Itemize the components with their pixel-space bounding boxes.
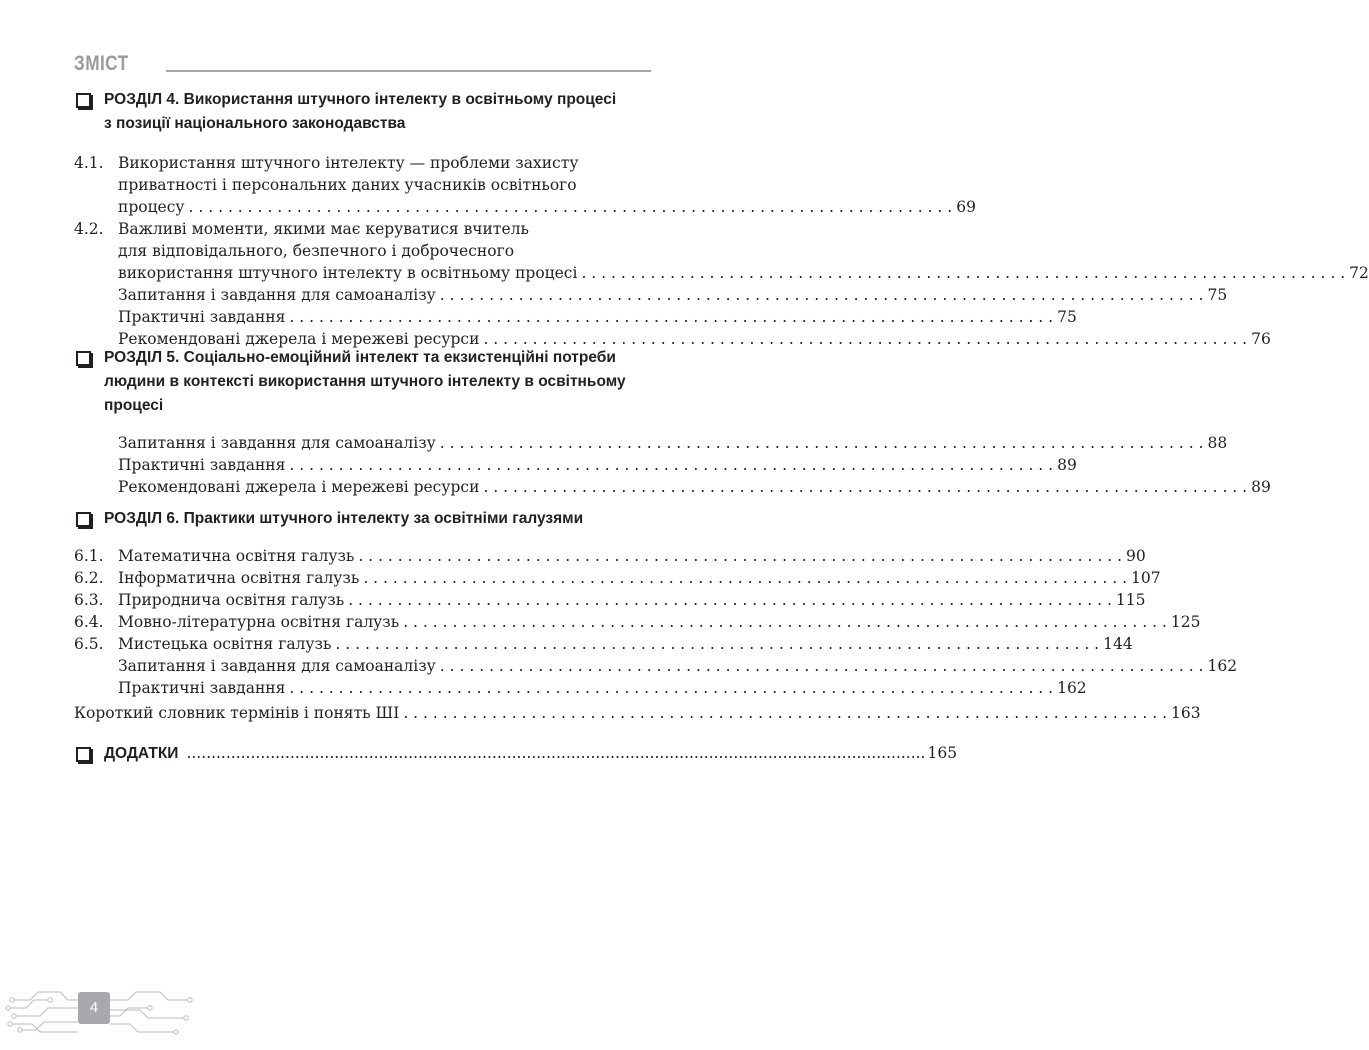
page-footer [0, 980, 200, 1040]
checkbox-icon [76, 747, 91, 762]
toc-entry[interactable]: 6.1. Математична освітня галузь . . . 90 [74, 545, 654, 567]
entry-page: 89 [1057, 456, 1077, 474]
toc-entry[interactable]: 4.2. Важливі моменти, якими має керуватися вчитель для відповідального, безпечного і доброчесного використання штучного інтелекту в освітньому процесі . . . 72 [74, 218, 654, 284]
page-header [74, 50, 651, 80]
checkbox-icon [76, 93, 91, 108]
entry-page: 162 [1057, 679, 1087, 697]
checkbox-icon [76, 512, 91, 527]
entry-number: 6.2. [74, 569, 104, 587]
entry-page: 76 [1251, 330, 1271, 348]
entry-page: 162 [1207, 657, 1238, 675]
entry-number: 6.5. [74, 635, 104, 653]
toc-entry[interactable]: 6.4. Мовно-літературна освітня галузь . . . 125 [74, 611, 654, 633]
entry-number: 6.4. [74, 613, 104, 631]
glossary-entry[interactable]: Короткий словник термінів і понять ШІ . . . 163 [74, 702, 654, 724]
toc-entry[interactable]: 4.1. Використання штучного інтелекту — проблеми захисту приватності і персональних даних учасників освітнього процесу . . . 69 [74, 152, 654, 218]
toc-entry[interactable]: Запитання і завдання для самоаналізу . . . 75 [74, 284, 654, 306]
entry-page: 115 [1115, 591, 1146, 609]
toc-entry[interactable]: Практичні завдання . . . 75 [74, 306, 654, 328]
toc-entry[interactable]: 6.3. Природнича освітня галузь . . . 115 [74, 589, 654, 611]
toc-entry[interactable]: 6.2. Інформатична освітня галузь . . . 107 [74, 567, 654, 589]
entry-number: 6.3. [74, 591, 104, 609]
page-title: ЗМІСТ [74, 52, 129, 75]
entry-page: 107 [1131, 569, 1161, 587]
toc-entry[interactable]: Практичні завдання . . . 89 [74, 454, 654, 476]
entry-page: 88 [1207, 434, 1228, 452]
section-heading[interactable]: РОЗДІЛ 4. Використання штучного інтелекту в освітньому процесі з позиції національного законодавства [74, 88, 654, 136]
entry-page: 90 [1126, 547, 1146, 565]
entry-page: 72 [1349, 264, 1369, 282]
toc-entry[interactable]: Запитання і завдання для самоаналізу . . . 162 [74, 655, 654, 677]
header-rule [166, 70, 651, 72]
toc-entry[interactable]: Практичні завдання . . . 162 [74, 677, 654, 699]
toc-entry[interactable]: Запитання і завдання для самоаналізу . . . 88 [74, 432, 654, 454]
appendix-entry[interactable]: ДОДАТКИ ..... 165 [74, 741, 654, 766]
entry-number: 4.2. [74, 220, 104, 238]
section-heading[interactable]: РОЗДІЛ 6. Практики штучного інтелекту за освітніми галузями [74, 507, 654, 531]
section-heading[interactable]: РОЗДІЛ 5. Соціально-емоційний інтелект та екзистенційні потреби людини в контексті використання штучного інтелекту в освітньому процесі [74, 346, 654, 418]
section-4 [74, 88, 1369, 350]
section-6 [74, 507, 1238, 699]
entry-page: 69 [956, 198, 976, 216]
entry-page: 75 [1207, 286, 1228, 304]
entry-number: 6.1. [74, 547, 104, 565]
entry-page: 89 [1251, 478, 1271, 496]
section-5 [74, 346, 1271, 498]
toc-entry[interactable]: Рекомендовані джерела і мережеві ресурси . . . 89 [74, 476, 654, 498]
entry-number: 4.1. [74, 154, 104, 172]
entry-page: 75 [1057, 308, 1077, 326]
toc-entry[interactable]: 6.5. Мистецька освітня галузь . . . 144 [74, 633, 654, 655]
checkbox-icon [76, 351, 91, 366]
entry-page: 144 [1103, 635, 1133, 653]
entry-page: 163 [1171, 704, 1201, 722]
toc-entry[interactable]: Рекомендовані джерела і мережеві ресурси . . . 76 [74, 328, 654, 350]
entry-page: 125 [1170, 613, 1201, 631]
page-number: 4 [78, 992, 110, 1024]
entry-page: 165 [927, 744, 958, 762]
